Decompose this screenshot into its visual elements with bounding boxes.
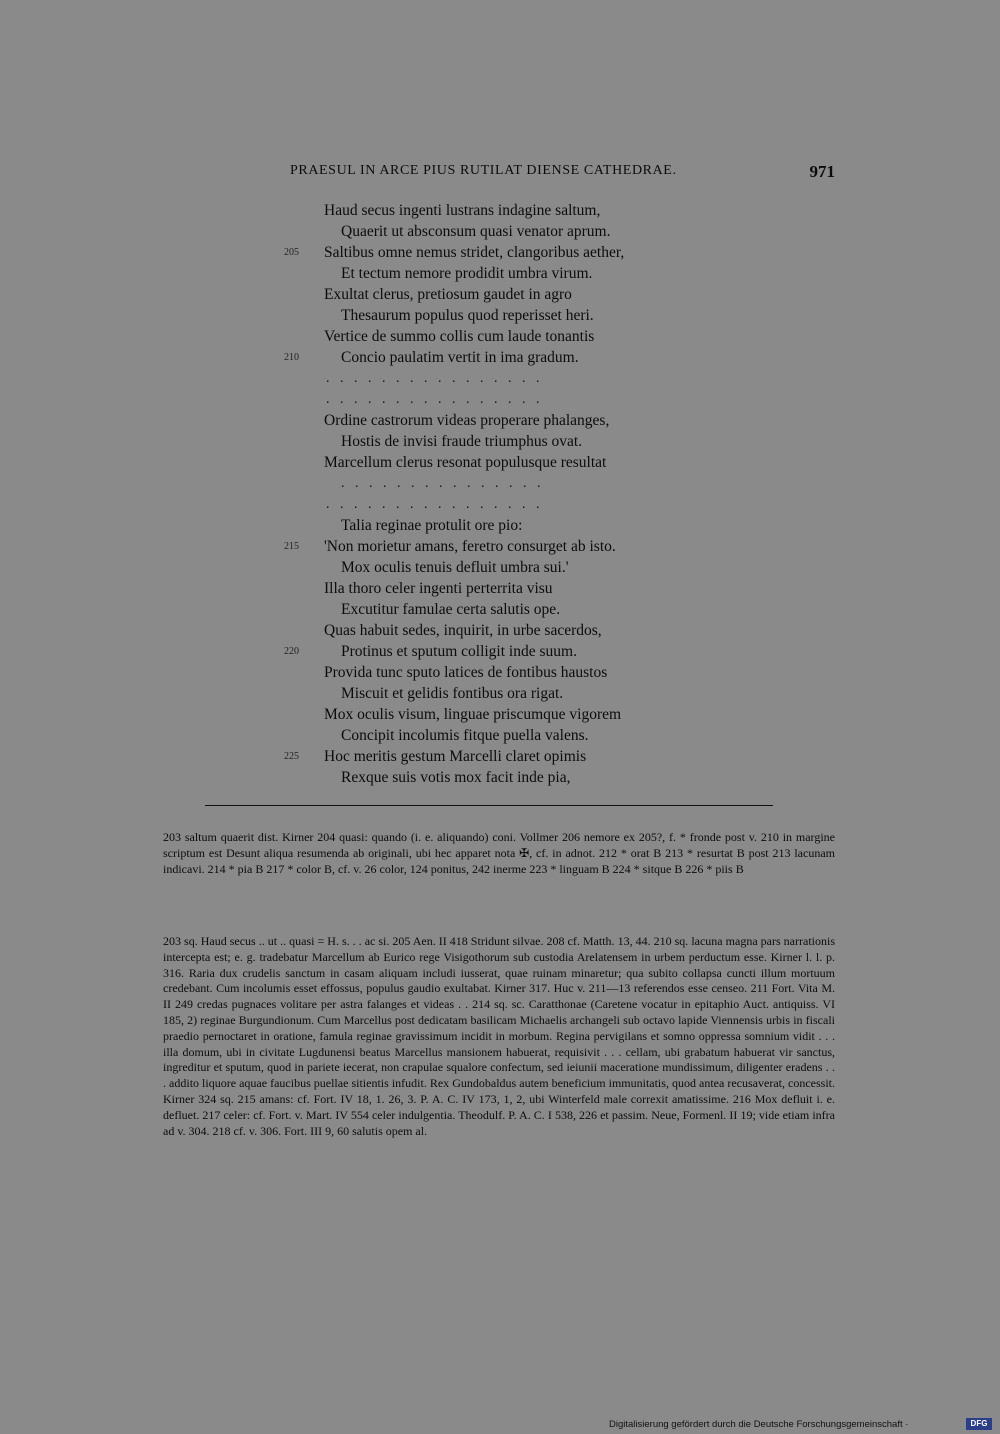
verse-text: Mox oculis tenuis defluit umbra sui.' <box>341 559 569 576</box>
footnote-divider <box>205 805 773 806</box>
verse-line <box>0 305 1000 326</box>
verse-line <box>0 200 1000 221</box>
verse-line <box>0 431 1000 452</box>
verse-text: Hoc meritis gestum Marcelli claret opimis <box>324 748 587 765</box>
line-number: 215 <box>284 541 299 552</box>
verse-text: Miscuit et gelidis fontibus ora rigat. <box>341 685 564 702</box>
page-number: 971 <box>809 162 835 181</box>
verse-text: Concio paulatim vertit in ima gradum. <box>341 349 579 366</box>
verse-line <box>0 557 1000 578</box>
poem-text <box>0 200 1000 788</box>
verse-line <box>0 767 1000 788</box>
verse-text: Marcellum clerus resonat populusque resultat <box>324 454 607 471</box>
verse-line <box>0 284 1000 305</box>
verse-text: Haud secus ingenti lustrans indagine saltum, <box>324 202 601 219</box>
verse-line <box>0 326 1000 347</box>
verse-text: Provida tunc sputo latices de fontibus haustos <box>324 664 608 681</box>
verse-text: Vertice de summo collis cum laude tonantis <box>324 328 595 345</box>
verse-text: ................ <box>326 392 550 407</box>
critical-apparatus-text: 203 saltum quaerit dist. Kirner 204 quasi: quando (i. e. aliquando) coni. Vollmer 206 nemore ex 205?, f. * fronde post v. 210 in margine scriptum est Desunt aliqua resumenda ab originali, ubi hec apparet nota ✠, cf. in adnot. 212 * orat B 213 * resurtat B post 213 lacunam indicavi. 214 * pia B 217 * color B, cf. v. 26 color, 124 ponitus, 242 inerme 223 * linguam B 224 * sitque B 226 * piis B <box>163 830 835 876</box>
verse-line <box>0 620 1000 641</box>
verse-line <box>0 704 1000 725</box>
verse-text: Rexque suis votis mox facit inde pia, <box>341 769 571 786</box>
verse-line <box>0 263 1000 284</box>
digitization-credit: Digitalisierung gefördert durch die Deutsche Forschungsgemeinschaft · <box>609 1419 909 1430</box>
verse-line <box>0 683 1000 704</box>
lacuna-line <box>0 368 1000 389</box>
verse-text: Ordine castrorum videas properare phalanges, <box>324 412 610 429</box>
verse-line <box>0 515 1000 536</box>
verse-line <box>0 347 1000 368</box>
verse-text: Thesaurum populus quod reperisset heri. <box>341 307 594 324</box>
verse-line <box>0 452 1000 473</box>
verse-text: 'Non morietur amans, feretro consurget ab isto. <box>324 538 616 555</box>
line-number: 225 <box>284 751 299 762</box>
running-title: PRAESUL IN ARCE PIUS RUTILAT DIENSE CATHEDRAE. <box>290 163 677 178</box>
critical-apparatus <box>163 830 835 877</box>
verse-text: Et tectum nemore prodidit umbra virum. <box>341 265 593 282</box>
lacuna-line <box>0 494 1000 515</box>
verse-line <box>0 221 1000 242</box>
verse-text: Mox oculis visum, linguae priscumque vigorem <box>324 706 622 723</box>
verse-text: Saltibus omne nemus stridet, clangoribus aether, <box>324 244 625 261</box>
verse-text: Talia reginae protulit ore pio: <box>341 517 523 534</box>
verse-line <box>0 641 1000 662</box>
verse-line <box>0 662 1000 683</box>
commentary-notes <box>163 934 835 1139</box>
lacuna-line <box>0 473 1000 494</box>
line-number: 210 <box>284 352 299 363</box>
verse-line <box>0 536 1000 557</box>
commentary-text: 203 sq. Haud secus .. ut .. quasi = H. s. . . ac si. 205 Aen. II 418 Stridunt silvae. 208 cf. Matth. 13, 44. 210 sq. lacuna magna pars narrationis intercepta est; e. g. tradebatur Marcellum ab Eurico rege Visigothorum sub custodia Arelatensem in urbem perductum esse. Kirner l. l. p. 316. Raria dux crudelis sanctum in casam aliquam includi iusserat, quae ruinam minaretur; qua subito collapsa cuncti illum mortuum credebant. Cum incolumis esset effossus, populus gaudio exultabat. Kirner 317. Huc v. 211—13 referendos esse censeo. 211 Fort. Vita M. II 249 credas pugnaces volitare per astra falanges et videas . . 214 sq. sc. Caratthonae (Caretene vocatur in epitaphio Auct. antiquiss. VI 185, 2) reginae Burgundionum. Cum Marcellus post dedicatam basilicam Michaelis archangeli sub octavo lapide Viennensis urbis in fiscali praedio pernoctaret in oratione, famula reginae gravissimum incidit in morbum. Regina pervigilans et somno oppressa somnium vidit . . . illa domum, ubi in civitate Lugdunensi beatus Marcellus mansionem habuerat, requisivit . . . cellam, ubi grabatum habuerat vir sanctus, ingreditur et sputum, quod in pariete iecerat, non crapulae squalore confectum, sed ieiunii maceratione mundissimum, diligenter eradens . . . addito liquore aquae faucibus puellae sitientis infudit. Rex Gundobaldus autem beneficium immunitatis, quod antea recusaverat, concessit. Kirner 324 sq. 215 amans: cf. Fort. IV 18, 1. 26, 3. P. A. C. IV 173, 1, 2, ubi Winterfeld male correxit amatissime. 216 Mox defluit i. e. defluet. 217 celer: cf. Fort. v. Mart. IV 554 celer indulgentia. Theodulf. P. A. C. I 538, 226 et passim. Neue, Formenl. II 19; vide etiam infra ad v. 304. 218 cf. v. 306. Fort. III 9, 60 salutis opem al. <box>163 934 835 1138</box>
dfg-logo-icon: DFG <box>966 1418 992 1430</box>
verse-text: Exultat clerus, pretiosum gaudet in agro <box>324 286 572 303</box>
verse-text: Illa thoro celer ingenti perterrita visu <box>324 580 553 597</box>
verse-text: Concipit incolumis fitque puella valens. <box>341 727 589 744</box>
verse-line <box>0 242 1000 263</box>
verse-text: ................ <box>326 497 550 512</box>
verse-text: ................ <box>326 371 550 386</box>
line-number: 220 <box>284 646 299 657</box>
verse-line <box>0 599 1000 620</box>
verse-text: Protinus et sputum colligit inde suum. <box>341 643 577 660</box>
verse-text: Hostis de invisi fraude triumphus ovat. <box>341 433 583 450</box>
verse-text: Quas habuit sedes, inquirit, in urbe sacerdos, <box>324 622 602 639</box>
verse-line <box>0 410 1000 431</box>
verse-line <box>0 578 1000 599</box>
verse-line <box>0 746 1000 767</box>
lacuna-line <box>0 389 1000 410</box>
verse-text: ............... <box>341 476 551 491</box>
verse-text: Excutitur famulae certa salutis ope. <box>341 601 561 618</box>
line-number: 205 <box>284 247 299 258</box>
verse-line <box>0 725 1000 746</box>
verse-text: Quaerit ut absconsum quasi venator aprum. <box>341 223 611 240</box>
page-header <box>290 163 835 185</box>
